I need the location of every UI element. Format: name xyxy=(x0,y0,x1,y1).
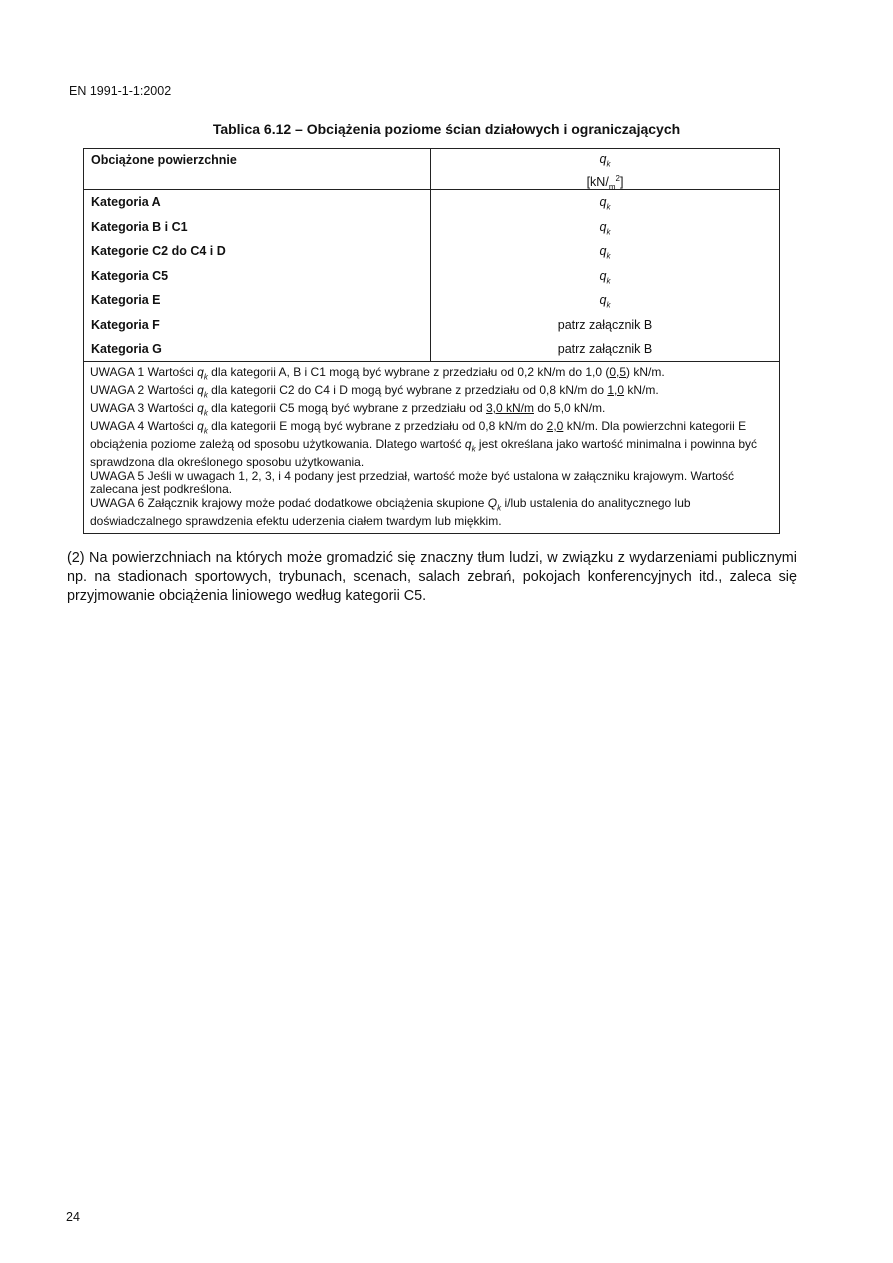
category-cell: Kategoria G xyxy=(91,342,162,356)
note-4: UWAGA 4 Wartości $q_k$ dla kategorii E mogą być wybrane z przedziału od 0,8 kN/m do 2,0 kN/m. Dla powierzchni kategorii E obciążenia poziome zależą od sposobu użytkowania. Dlatego wartość $q_k$ jest określana jako wartość minimalna i powinna być sprawdzona dla określonego sposobu użytkowania. xyxy=(90,418,758,469)
note-1: UWAGA 1 Wartości $q_k$ dla kategorii A, B i C1 mogą być wybrane z przedziału od 0,2 kN/m do 1,0 (0,5) kN/m. xyxy=(90,365,665,382)
value-cell: $q_k$ xyxy=(599,195,611,212)
document-id: EN 1991-1-1:2002 xyxy=(69,84,172,98)
category-cell: Kategoria F xyxy=(91,317,160,332)
header-qk-unit xyxy=(431,149,779,192)
value-cell: $q_k$ xyxy=(599,219,611,236)
load-table xyxy=(83,148,780,534)
category-cell: Kategoria A xyxy=(91,195,161,209)
paragraph-2: (2) Na powierzchniach na których może gromadzić się znaczny tłum ludzi, w związku z wydarzeniami publicznymi np. na stadionach sportowych, trybunach, scenach, salach zebrań, pokojach konferencyjnych itd., zaleca się przyjmowanie obciążenia liniowego według kategorii C5. xyxy=(67,550,797,604)
value-cell: patrz załącznik B xyxy=(557,317,653,332)
table-body xyxy=(84,190,779,362)
page-number: 24 xyxy=(66,1210,80,1224)
note-5: UWAGA 5 Jeśli w uwagach 1, 2, 3, i 4 podany jest przedział, wartość może być ustalona w załączniku krajowym. Wartość zalecana jest podkreślona. xyxy=(90,468,735,497)
category-cell: Kategoria E xyxy=(91,293,161,307)
value-cell: $q_k$ xyxy=(599,268,611,285)
table-notes xyxy=(84,362,779,533)
table-header-row xyxy=(84,149,779,190)
value-cell: patrz załącznik B xyxy=(557,342,653,356)
header-qk-symbol: $q_k$ xyxy=(599,152,611,169)
value-cell: $q_k$ xyxy=(599,293,611,310)
category-cell: Kategoria B i C1 xyxy=(91,219,188,234)
header-unit: $[kN/_m^2]$ xyxy=(586,173,624,192)
category-cell: Kategoria C5 xyxy=(91,268,169,283)
note-6: UWAGA 6 Załącznik krajowy może podać dodatkowe obciążenia skupione $Q_k$ i/lub ustalenia do analitycznego lub doświadczalnego sprawdzenia efektu uderzenia ciałem twardym lub miękkim. xyxy=(90,495,691,528)
value-column xyxy=(431,190,779,361)
category-cell: Kategorie C2 do C4 i D xyxy=(91,244,226,258)
table-title: Tablica 6.12 – Obciążenia poziome ścian działowych i ograniczających xyxy=(212,121,681,137)
note-3: UWAGA 3 Wartości $q_k$ dla kategorii C5 mogą być wybrane z przedziału od 3,0 kN/m do 5,0 kN/m. xyxy=(90,400,606,418)
note-2: UWAGA 2 Wartości $q_k$ dla kategorii C2 do C4 i D mogą być wybrane z przedziału od 0,8 kN/m do 1,0 kN/m. xyxy=(90,382,659,400)
category-column xyxy=(84,190,431,361)
header-loaded-surfaces: Obciążone powierzchnie xyxy=(84,149,431,189)
value-cell: $q_k$ xyxy=(599,244,611,261)
